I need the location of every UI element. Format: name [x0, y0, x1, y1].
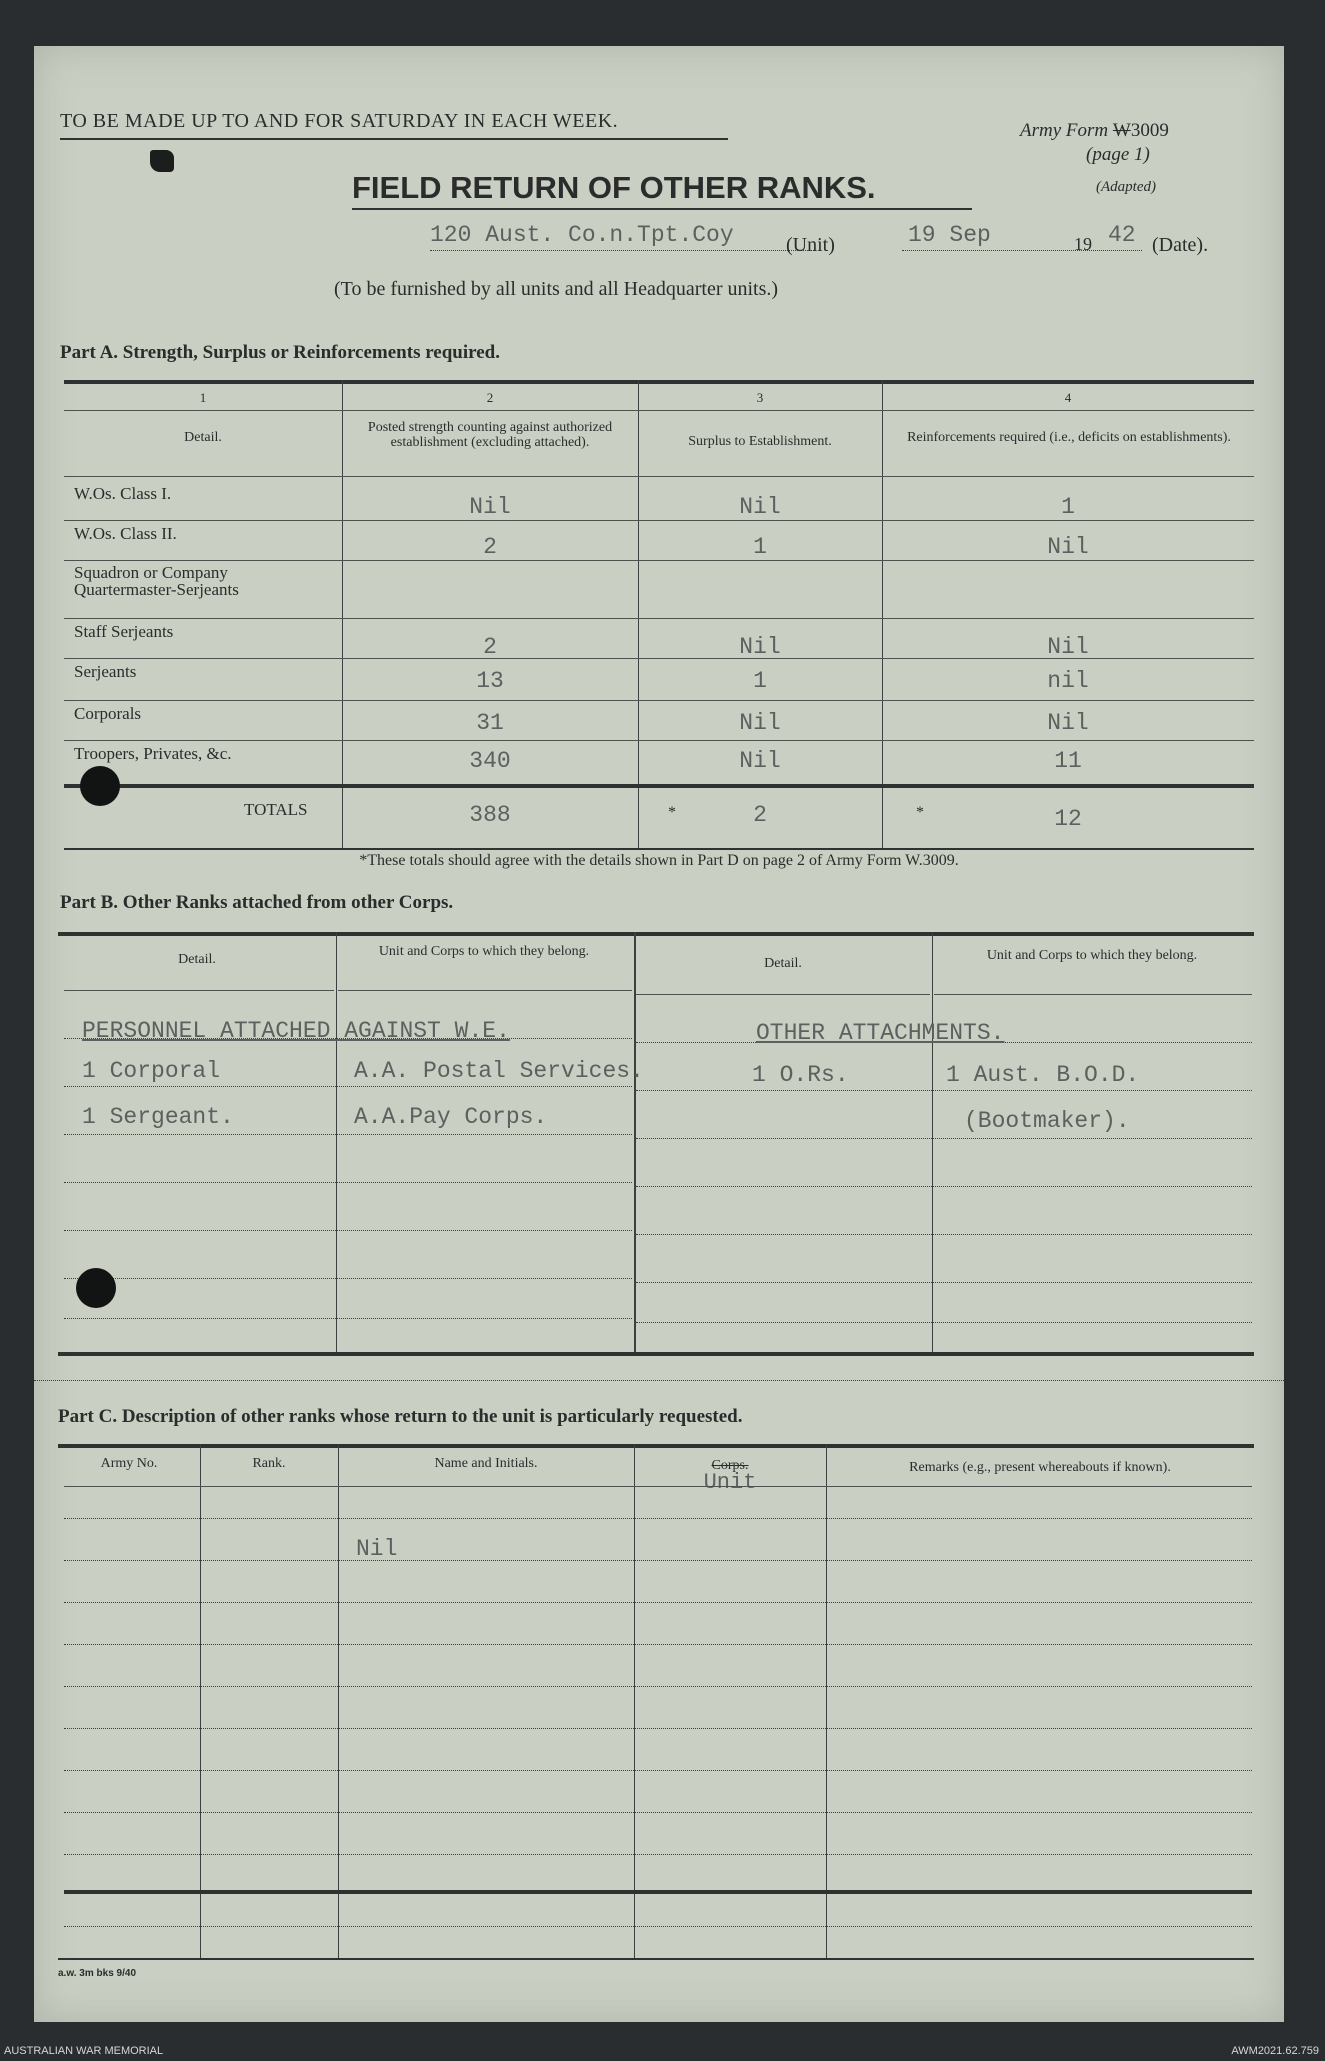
- form-title: FIELD RETURN OF OTHER RANKS.: [352, 170, 876, 205]
- part-b-col-divider: [634, 932, 636, 1352]
- instruction-text: TO BE MADE UP TO AND FOR SATURDAY IN EACH WEEK.: [60, 110, 619, 132]
- form-number-struck: W: [1112, 120, 1131, 141]
- adapted-label: (Adapted): [1096, 179, 1156, 195]
- attached-unit: A.A. Postal Services.: [354, 1058, 644, 1084]
- row-posted: 2: [483, 634, 497, 660]
- row-surplus: Nil: [739, 748, 781, 774]
- unit-value: 120 Aust. Co.n.Tpt.Coy: [430, 222, 734, 248]
- ruled-line: [64, 1230, 632, 1231]
- ruled-line: [64, 1644, 1252, 1645]
- row-rule: [64, 658, 1254, 659]
- attached-detail: 1 Sergeant.: [82, 1104, 234, 1130]
- attached-unit: A.A.Pay Corps.: [354, 1104, 548, 1130]
- part-b-col-divider: [932, 932, 933, 1352]
- part-a-top-rule: [64, 380, 1254, 384]
- part-c-col-divider: [826, 1444, 827, 1958]
- row-posted: 2: [483, 534, 497, 560]
- footer-accession: AWM2021.62.759: [1231, 2045, 1319, 2057]
- row-detail: W.Os. Class II.: [74, 524, 177, 543]
- attached-detail: 1 Corporal: [82, 1058, 221, 1084]
- part-c-col-divider: [634, 1444, 635, 1958]
- part-b-bottom-rule: [58, 1352, 1254, 1356]
- printer-mark: a.w. 3m bks 9/40: [58, 1968, 137, 1979]
- part-a-header-posted: Posted strength counting against authorized establishment (excluding attached).: [367, 420, 613, 450]
- unit-dotted-line: [430, 250, 814, 251]
- form-sheet: [34, 46, 1284, 2022]
- part-b-right-title: OTHER ATTACHMENTS.: [756, 1020, 1005, 1046]
- row-detail: W.Os. Class I.: [74, 484, 172, 503]
- part-b-header-unit: Unit and Corps to which they belong.: [378, 944, 590, 959]
- ruled-line: [64, 1812, 1252, 1813]
- part-c-top-rule: [58, 1444, 1254, 1448]
- ruled-line: [64, 1318, 632, 1319]
- row-detail: Troopers, Privates, &c.: [74, 744, 232, 763]
- form-number: 3009: [1130, 120, 1169, 141]
- part-c-bottom-rule: [58, 1958, 1254, 1960]
- year-value: 42: [1108, 222, 1136, 248]
- part-b-header-detail: Detail.: [764, 956, 802, 971]
- part-a-footnote: *These totals should agree with the details shown in Part D on page 2 of Army Form W.3009.: [359, 852, 959, 869]
- row-rule: [64, 560, 1254, 561]
- date-dotted-line: [902, 250, 1142, 251]
- part-c-double-rule: [64, 1890, 1252, 1894]
- part-c-name-value: Nil: [356, 1536, 398, 1562]
- title-underline: [352, 208, 972, 210]
- ruled-line: [64, 1182, 632, 1183]
- row-posted: 340: [469, 748, 511, 774]
- ruled-line: [636, 1186, 1252, 1187]
- part-b-header-rule: [636, 994, 930, 995]
- part-a-col-number: 1: [199, 390, 207, 405]
- totals-star: *: [668, 804, 676, 821]
- ruled-line: [64, 1926, 1252, 1927]
- other-unit: (Bootmaker).: [964, 1108, 1130, 1134]
- totals-top-rule: [64, 784, 1254, 788]
- row-detail: Squadron or Company Quartermaster-Serjeants: [74, 563, 239, 599]
- part-c-header-name: Name and Initials.: [434, 1456, 538, 1471]
- ruled-line: [64, 1134, 632, 1135]
- ruled-line: [64, 1518, 1252, 1519]
- part-a-col-number: 4: [1064, 390, 1072, 405]
- row-posted: 13: [476, 668, 504, 694]
- part-c-header-rank: Rank.: [252, 1456, 286, 1471]
- row-surplus: 1: [753, 534, 767, 560]
- army-form-label: [1020, 120, 1169, 142]
- row-posted: Nil: [469, 494, 511, 520]
- part-b-header-rule: [338, 990, 632, 991]
- row-rule: [64, 740, 1254, 741]
- part-a-header-reinforcements: Reinforcements required (i.e., deficits on establishments).: [907, 430, 1231, 445]
- date-value: 19 Sep: [908, 222, 991, 248]
- page-number: (page 1): [1086, 144, 1150, 165]
- form-name-prefix: Army Form: [1020, 120, 1109, 141]
- other-detail: 1 O.Rs.: [752, 1062, 849, 1088]
- ruled-line: [636, 1138, 1252, 1139]
- part-a-header-rule: [64, 476, 1254, 477]
- row-reinforcements: Nil: [1047, 710, 1089, 736]
- row-surplus: Nil: [739, 634, 781, 660]
- punch-hole: [80, 766, 120, 806]
- totals-reinforcements: 12: [1054, 806, 1082, 832]
- part-a-col-divider: [882, 380, 883, 850]
- totals-posted: 388: [469, 802, 511, 828]
- ruled-line: [64, 1686, 1252, 1687]
- row-reinforcements: 11: [1054, 748, 1082, 774]
- part-a-number-rule: [64, 410, 1254, 411]
- part-a-heading: Part A. Strength, Surplus or Reinforcements required.: [60, 342, 500, 363]
- row-surplus: Nil: [739, 494, 781, 520]
- row-reinforcements: Nil: [1047, 634, 1089, 660]
- ruled-line: [64, 1560, 1252, 1561]
- part-b-header-unit: Unit and Corps to which they belong.: [986, 948, 1198, 963]
- part-b-header-rule: [934, 994, 1252, 995]
- ruled-line: [64, 1728, 1252, 1729]
- row-rule: [64, 700, 1254, 701]
- part-a-col-number: 2: [486, 390, 494, 405]
- ruled-line: [636, 1234, 1252, 1235]
- part-a-header-detail: Detail.: [184, 430, 222, 445]
- totals-surplus: 2: [753, 802, 767, 828]
- paper-hole-mark: [150, 150, 174, 172]
- punch-hole: [76, 1268, 116, 1308]
- totals-star: *: [916, 804, 924, 821]
- part-c-header-army-no: Army No.: [100, 1456, 158, 1471]
- row-detail: Corporals: [74, 704, 142, 723]
- ruled-line: [64, 1770, 1252, 1771]
- part-b-header-rule: [64, 990, 334, 991]
- part-b-heading: Part B. Other Ranks attached from other Corps.: [60, 892, 454, 913]
- part-a-col-number: 3: [756, 390, 764, 405]
- part-b-col-divider: [336, 932, 337, 1352]
- part-a-header-surplus: Surplus to Establishment.: [688, 434, 832, 449]
- furnished-note: (To be furnished by all units and all Headquarter units.): [334, 278, 779, 300]
- totals-label: TOTALS: [244, 800, 308, 819]
- ruled-line: [64, 1854, 1252, 1855]
- part-b-top-rule: [58, 932, 1254, 936]
- perforation-line: [34, 1380, 1284, 1381]
- part-c-heading: Part C. Description of other ranks whose return to the unit is particularly requested.: [58, 1406, 743, 1427]
- ruled-line: [64, 1278, 632, 1279]
- year-prefix: 19: [1074, 234, 1092, 254]
- footer-collection: AUSTRALIAN WAR MEMORIAL: [4, 2045, 164, 2057]
- ruled-line: [636, 1282, 1252, 1283]
- part-c-corps-typed: Unit: [703, 1470, 757, 1495]
- row-surplus: Nil: [739, 710, 781, 736]
- row-surplus: 1: [753, 668, 767, 694]
- row-detail: Staff Serjeants: [74, 622, 174, 641]
- part-a-col-divider: [638, 380, 639, 850]
- part-c-header-remarks: Remarks (e.g., present whereabouts if known).: [909, 1460, 1171, 1475]
- part-a-col-divider: [342, 380, 343, 850]
- ruled-line: [636, 1322, 1252, 1323]
- unit-label: (Unit): [786, 234, 835, 256]
- part-b-left-title: PERSONNEL ATTACHED AGAINST W.E.: [82, 1018, 510, 1044]
- row-rule: [64, 520, 1254, 521]
- ruled-line: [64, 1602, 1252, 1603]
- row-reinforcements: nil: [1047, 668, 1089, 694]
- part-c-header-rule: [64, 1486, 1252, 1487]
- row-reinforcements: 1: [1061, 494, 1075, 520]
- part-b-header-detail: Detail.: [178, 952, 216, 967]
- instruction-underline: [60, 138, 728, 140]
- part-c-header-corps: Corps.: [711, 1458, 749, 1473]
- row-posted: 31: [476, 710, 504, 736]
- row-rule: [64, 618, 1254, 619]
- row-detail: Serjeants: [74, 662, 137, 681]
- part-a-bottom-rule: [64, 848, 1254, 850]
- ruled-line: [64, 1086, 632, 1087]
- part-c-col-divider: [338, 1444, 339, 1958]
- ruled-line: [636, 1090, 1252, 1091]
- row-reinforcements: Nil: [1047, 534, 1089, 560]
- other-unit: 1 Aust. B.O.D.: [946, 1062, 1140, 1088]
- part-c-col-divider: [200, 1444, 201, 1958]
- date-label: (Date).: [1152, 234, 1209, 256]
